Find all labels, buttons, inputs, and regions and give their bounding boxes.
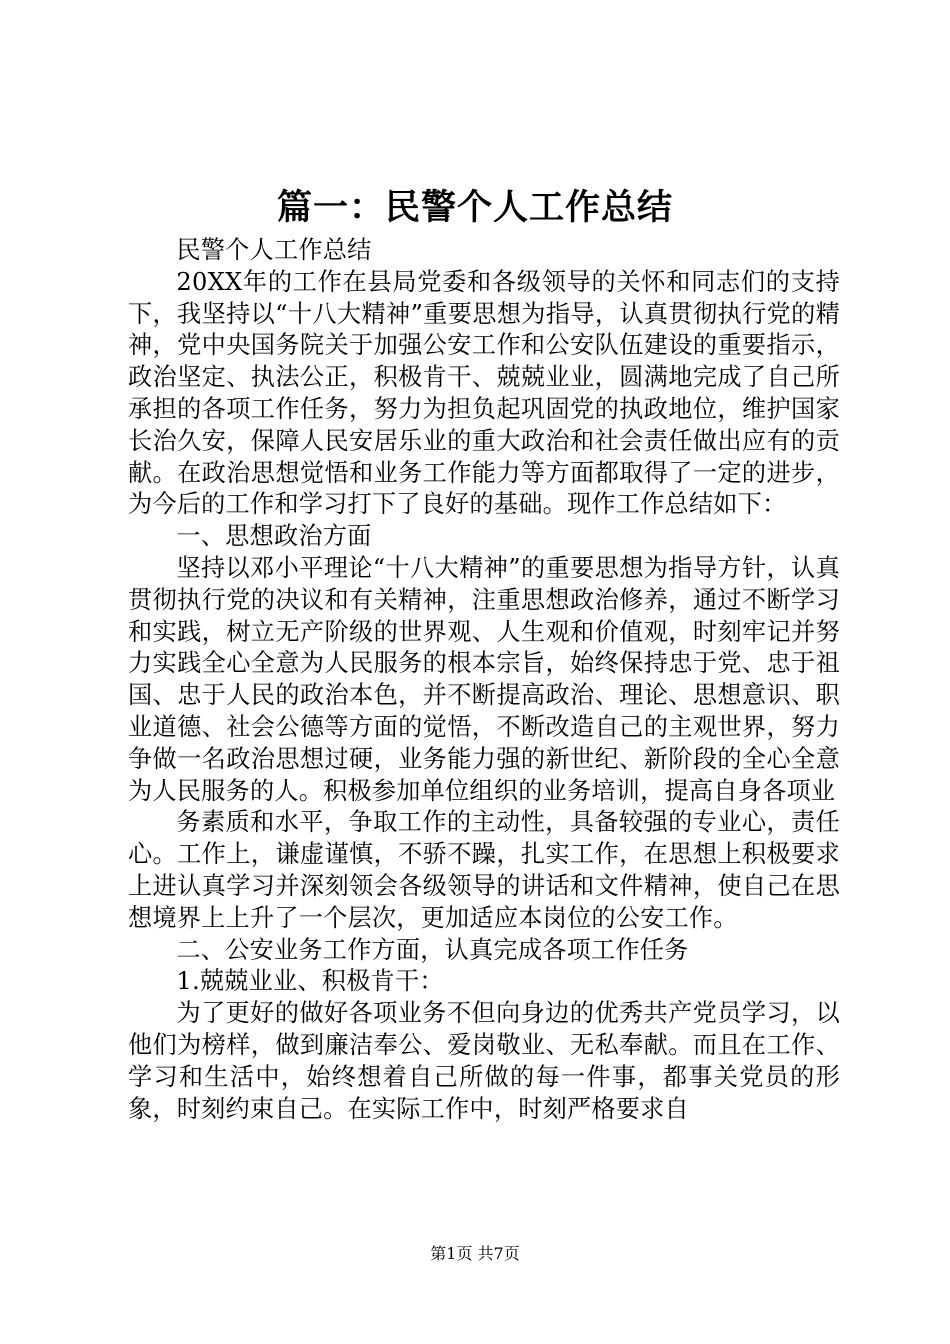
paragraph-political-1: 坚持以邓小平理论“十八大精神”的重要思想为指导方针，认真贯彻执行党的决议和有关精神，注重思想政治修养，通过不断学习和实践，树立无产阶级的世界观、人生观和价值观，时刻牢记并努力实践全心全意为人民服务的根本宗旨，始终保持忠于党、忠于祖国、忠于人民的政治本色，并不断提高政治、理论、思想意识、职业道德、社会公德等方面的觉悟，不断改造自己的主观世界，努力争做一名政治思想过硬，业务能力强的新世纪、新阶段的全心全意为人民服务的人。积极参加单位组织的业务培训，提高自身各项业 bbox=[128, 553, 840, 805]
paragraph-heading: 民警个人工作总结 bbox=[176, 236, 372, 264]
subsection-heading-diligence: 1.兢兢业业、积极肯干： bbox=[176, 967, 444, 996]
paragraph-intro: 20XX年的工作在县局党委和各级领导的关怀和同志们的支持下，我坚持以“十八大精神”重要思想为指导，认真贯彻执行党的精神，党中央国务院关于加强公安工作和公安队伍建设的重要指示，政治坚定、执法公正，积极肯干、兢兢业业，圆满地完成了自己所承担的各项工作任务，努力为担负起巩固党的执政地位，维护国家长治久安，保障人民安居乐业的重大政治和社会责任做出应有的贡献。在政治思想觉悟和业务工作能力等方面都取得了一定的进步，为今后的工作和学习打下了良好的基础。现作工作总结如下： bbox=[128, 267, 840, 519]
section-heading-political: 一、思想政治方面 bbox=[176, 522, 372, 551]
document-title: 篇一：民警个人工作总结 bbox=[276, 187, 673, 228]
document-body bbox=[128, 235, 840, 1125]
section-heading-business: 二、公安业务工作方面，认真完成各项工作任务 bbox=[176, 935, 689, 964]
page-footer: 第1页 共7页 bbox=[430, 1244, 520, 1263]
paragraph-political-2: 务素质和水平，争取工作的主动性，具备较强的专业心，责任心。工作上，谦虚谨慎，不骄不躁，扎实工作，在思想上积极要求上进认真学习并深刻领会各级领导的讲话和文件精神，使自己在思想境界上上升了一个层次，更加适应本岗位的公安工作。 bbox=[128, 808, 840, 932]
paragraph-diligence: 为了更好的做好各项业务不但向身边的优秀共产党员学习，以他们为榜样，做到廉洁奉公、爱岗敬业、无私奉献。而且在工作、学习和生活中，始终想着自己所做的每一件事，都事关党员的形象，时刻约束自己。在实际工作中，时刻严格要求自 bbox=[128, 999, 840, 1123]
